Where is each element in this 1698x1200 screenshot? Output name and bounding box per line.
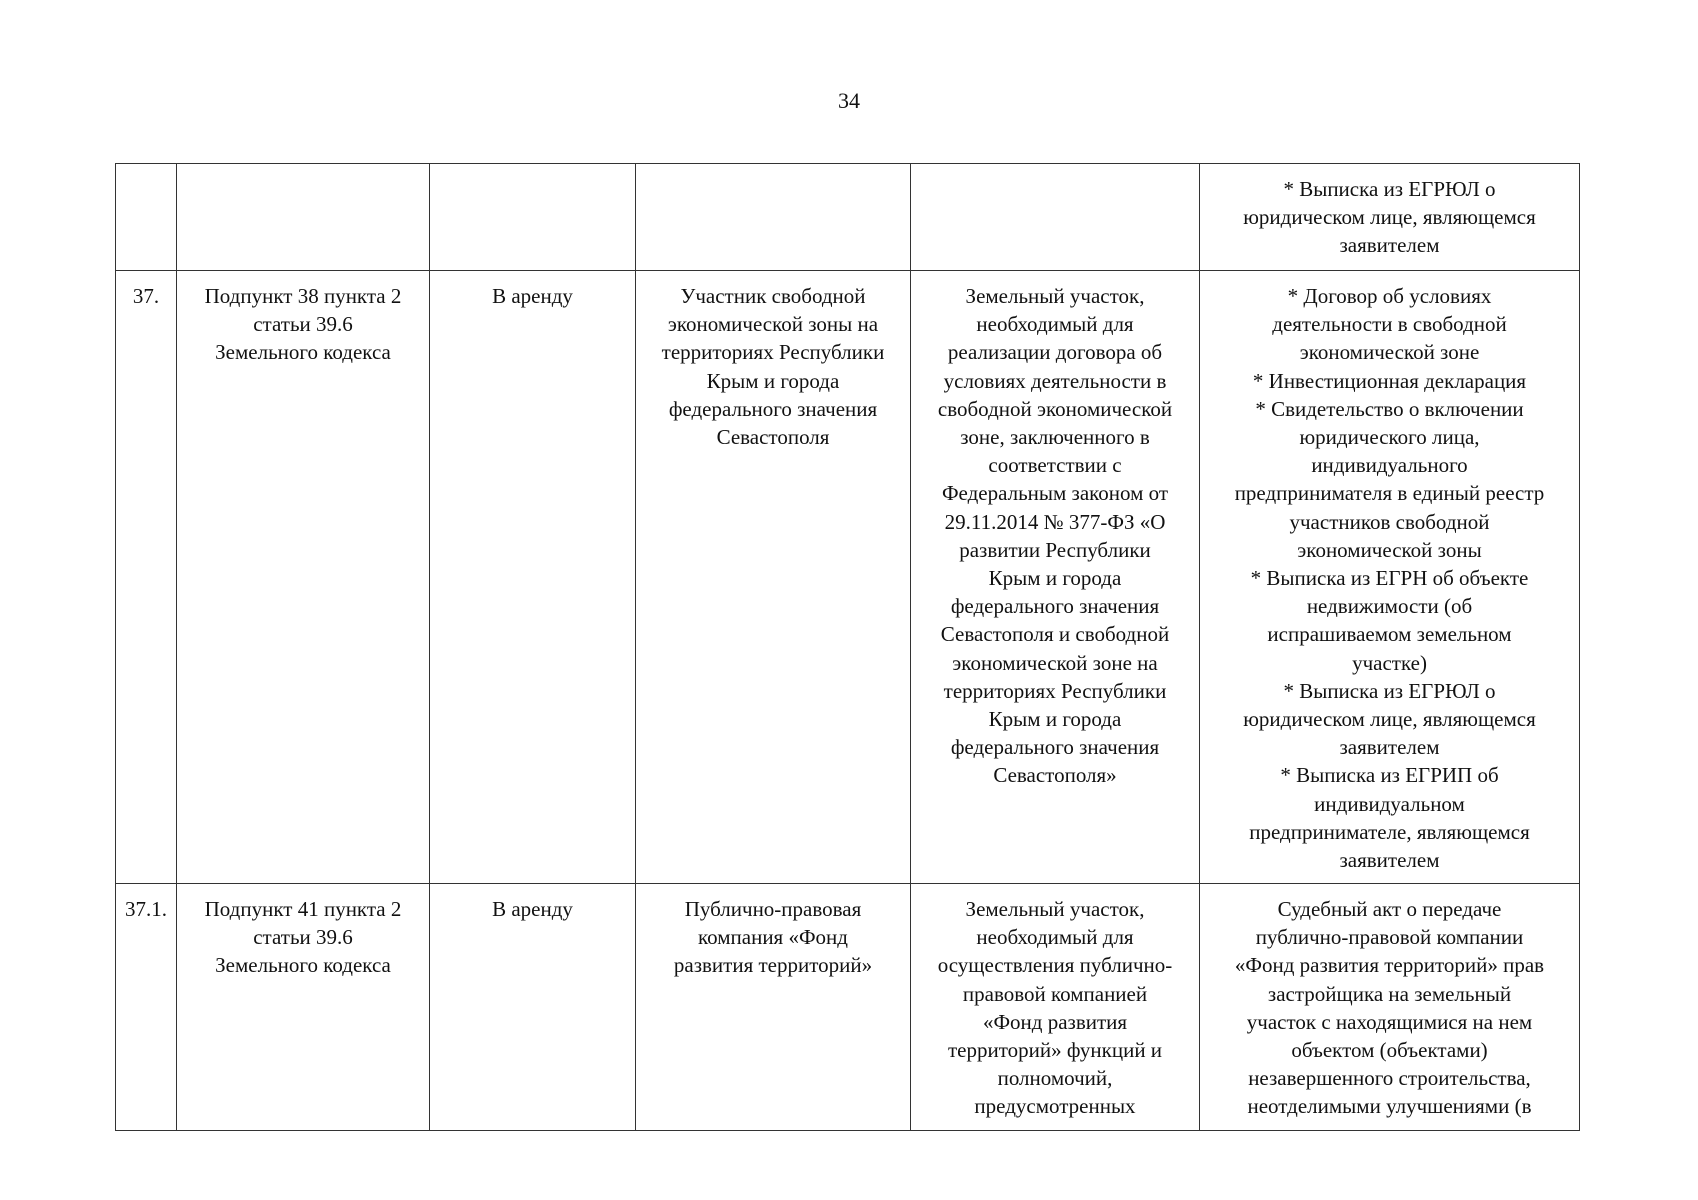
right-type-cell: В аренду bbox=[430, 271, 636, 884]
documents-cell: * Выписка из ЕГРЮЛ о юридическом лице, являющемся заявителем bbox=[1200, 164, 1580, 271]
documents-cell: Судебный акт о передаче публично-правовой компании «Фонд развития территорий» прав застройщика на земельный участок с находящимися на нем объектом (объектами) незавершенного строительства, неотделимыми улучшениями (в bbox=[1200, 884, 1580, 1131]
right-type-cell: В аренду bbox=[430, 884, 636, 1131]
land-parcel-cell: Земельный участок, необходимый для реализации договора об условиях деятельности в свободной экономической зоне, заключенного в соответствии с Федеральным законом от 29.11.2014 № 377-ФЗ «О развитии Республики Крым и города федерального значения Севастополя и свободной экономической зоне на территориях Республики Крым и города федерального значения Севастополя» bbox=[911, 271, 1200, 884]
land-parcel-cell: Земельный участок, необходимый для осуществления публично- правовой компанией «Фонд развития территорий» функций и полномочий, предусмотренных bbox=[911, 884, 1200, 1131]
row-number-cell: 37. bbox=[116, 271, 177, 884]
applicant-cell: Участник свободной экономической зоны на территориях Республики Крым и города федерального значения Севастополя bbox=[636, 271, 911, 884]
right-type-cell bbox=[430, 164, 636, 271]
table-row-37-1 bbox=[116, 884, 1580, 1131]
legal-basis-cell bbox=[177, 164, 430, 271]
table-row-continuation bbox=[116, 164, 1580, 271]
legal-basis-cell: Подпункт 41 пункта 2 статьи 39.6 Земельного кодекса bbox=[177, 884, 430, 1131]
land-parcel-cell bbox=[911, 164, 1200, 271]
documents-cell: * Договор об условиях деятельности в свободной экономической зоне * Инвестиционная декларация * Свидетельство о включении юридического лица, индивидуального предпринимателя в единый реестр участников свободной экономической зоны * Выписка из ЕГРН об объекте недвижимости (об испрашиваемом земельном участке) * Выписка из ЕГРЮЛ о юридическом лице, являющемся заявителем * Выписка из ЕГРИП об индивидуальном предпринимателе, являющемся заявителем bbox=[1200, 271, 1580, 884]
row-number-cell bbox=[116, 164, 177, 271]
land-provision-table bbox=[115, 163, 1580, 1131]
page-number: 34 bbox=[838, 88, 860, 113]
applicant-cell: Публично-правовая компания «Фонд развития территорий» bbox=[636, 884, 911, 1131]
row-number-cell: 37.1. bbox=[116, 884, 177, 1131]
applicant-cell bbox=[636, 164, 911, 271]
table-row-37 bbox=[116, 271, 1580, 884]
legal-basis-cell: Подпункт 38 пункта 2 статьи 39.6 Земельного кодекса bbox=[177, 271, 430, 884]
